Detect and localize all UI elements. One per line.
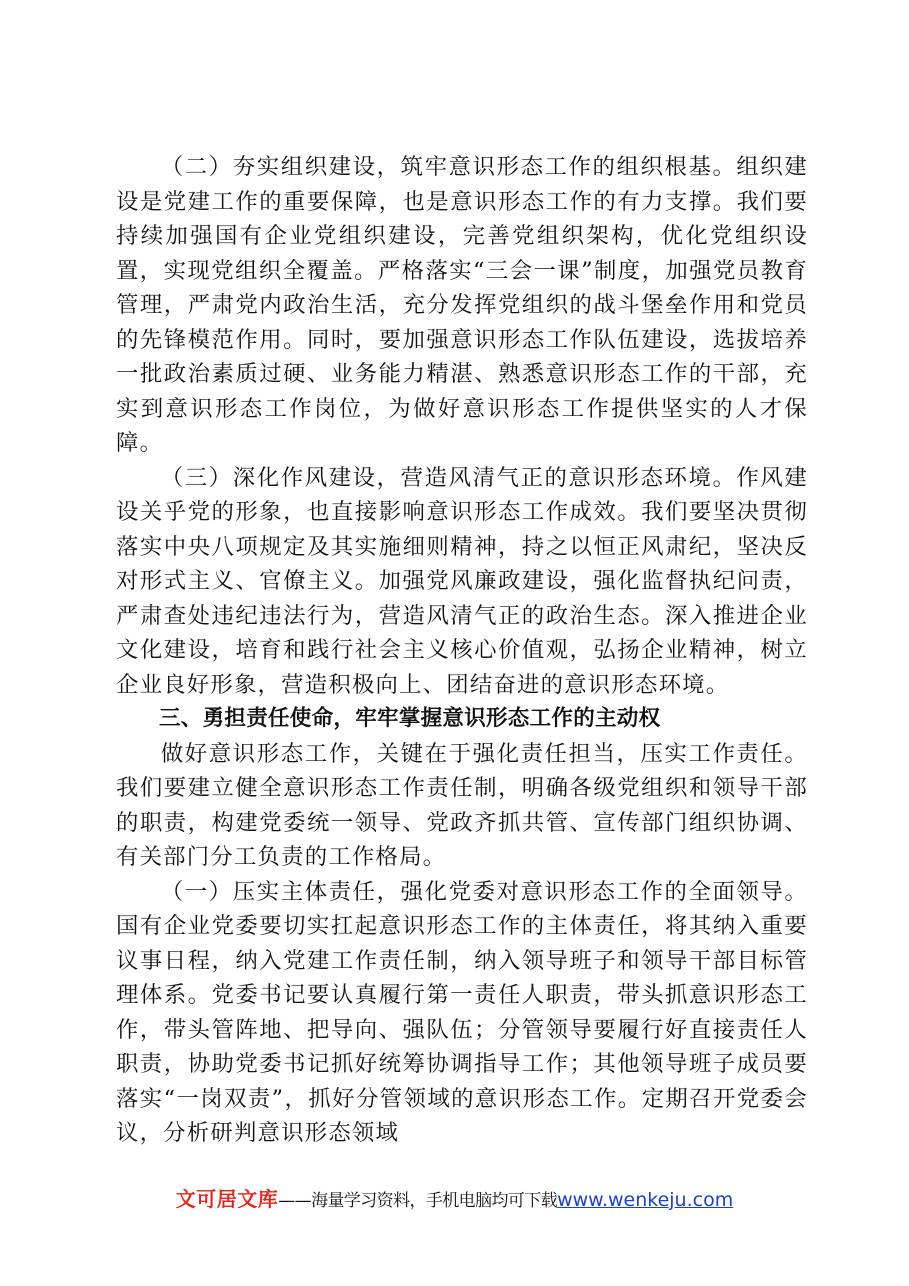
paragraph-responsibility-intro: 做好意识形态工作，关键在于强化责任担当，压实工作责任。我们要建立健全意识形态工作责任制，明确各级党组织和领导干部的职责，构建党委统一领导、党政齐抓共管、宣传部门组织协调、有关部门分工负责的工作格局。 bbox=[116, 740, 808, 870]
paragraph-work-style: （三）深化作风建设，营造风清气正的意识形态环境。作风建设关乎党的形象，也直接影响意识形态工作成效。我们要坚决贯彻落实中央八项规定及其实施细则精神，持之以恒正风肃纪，坚决反对形式主义、官僚主义。加强党风廉政建设，强化监督执纪问责，严肃查处违纪违法行为，营造风清气正的政治生态。深入推进企业文化建设，培育和践行社会主义核心价值观，弘扬企业精神，树立企业良好形象，营造积极向上、团结奋进的意识形态环境。 bbox=[116, 464, 808, 698]
document-body bbox=[116, 150, 808, 1151]
paragraph-organization: （二）夯实组织建设，筑牢意识形态工作的组织根基。组织建设是党建工作的重要保障，也是意识形态工作的有力支撑。我们要持续加强国有企业党组织建设，完善党组织架构，优化党组织设置，实现党组织全覆盖。严格落实“三会一课”制度，加强党员教育管理，严肃党内政治生活，充分发挥党组织的战斗堡垒作用和党员的先锋模范作用。同时，要加强意识形态工作队伍建设，选拔培养一批政治素质过硬、业务能力精湛、熟悉意识形态工作的干部，充实到意识形态工作岗位，为做好意识形态工作提供坚实的人才保障。 bbox=[116, 154, 808, 456]
footer-brand: 文可居文库 bbox=[175, 1187, 279, 1211]
footer-site-link[interactable]: www.wenkeju.com bbox=[557, 1189, 734, 1211]
footer-slogan: ——海量学习资料，手机电脑均可下载 bbox=[278, 1191, 558, 1211]
section-heading: 三、勇担责任使命，牢牢掌握意识形态工作的主动权 bbox=[159, 706, 661, 731]
paragraph-main-responsibility: （一）压实主体责任，强化党委对意识形态工作的全面领导。国有企业党委要切实扛起意识形态工作的主体责任，将其纳入重要议事日程，纳入党建工作责任制，纳入领导班子和领导干部目标管理体系。党委书记要认真履行第一责任人职责，带头抓意识形态工作，带头管阵地、把导向、强队伍；分管领导要履行好直接责任人职责，协助党委书记抓好统筹协调指导工作；其他领导班子成员要落实“一岗双责”，抓好分管领域的意识形态工作。定期召开党委会议，分析研判意识形态领域 bbox=[116, 878, 808, 1146]
footer-banner bbox=[0, 1183, 909, 1212]
